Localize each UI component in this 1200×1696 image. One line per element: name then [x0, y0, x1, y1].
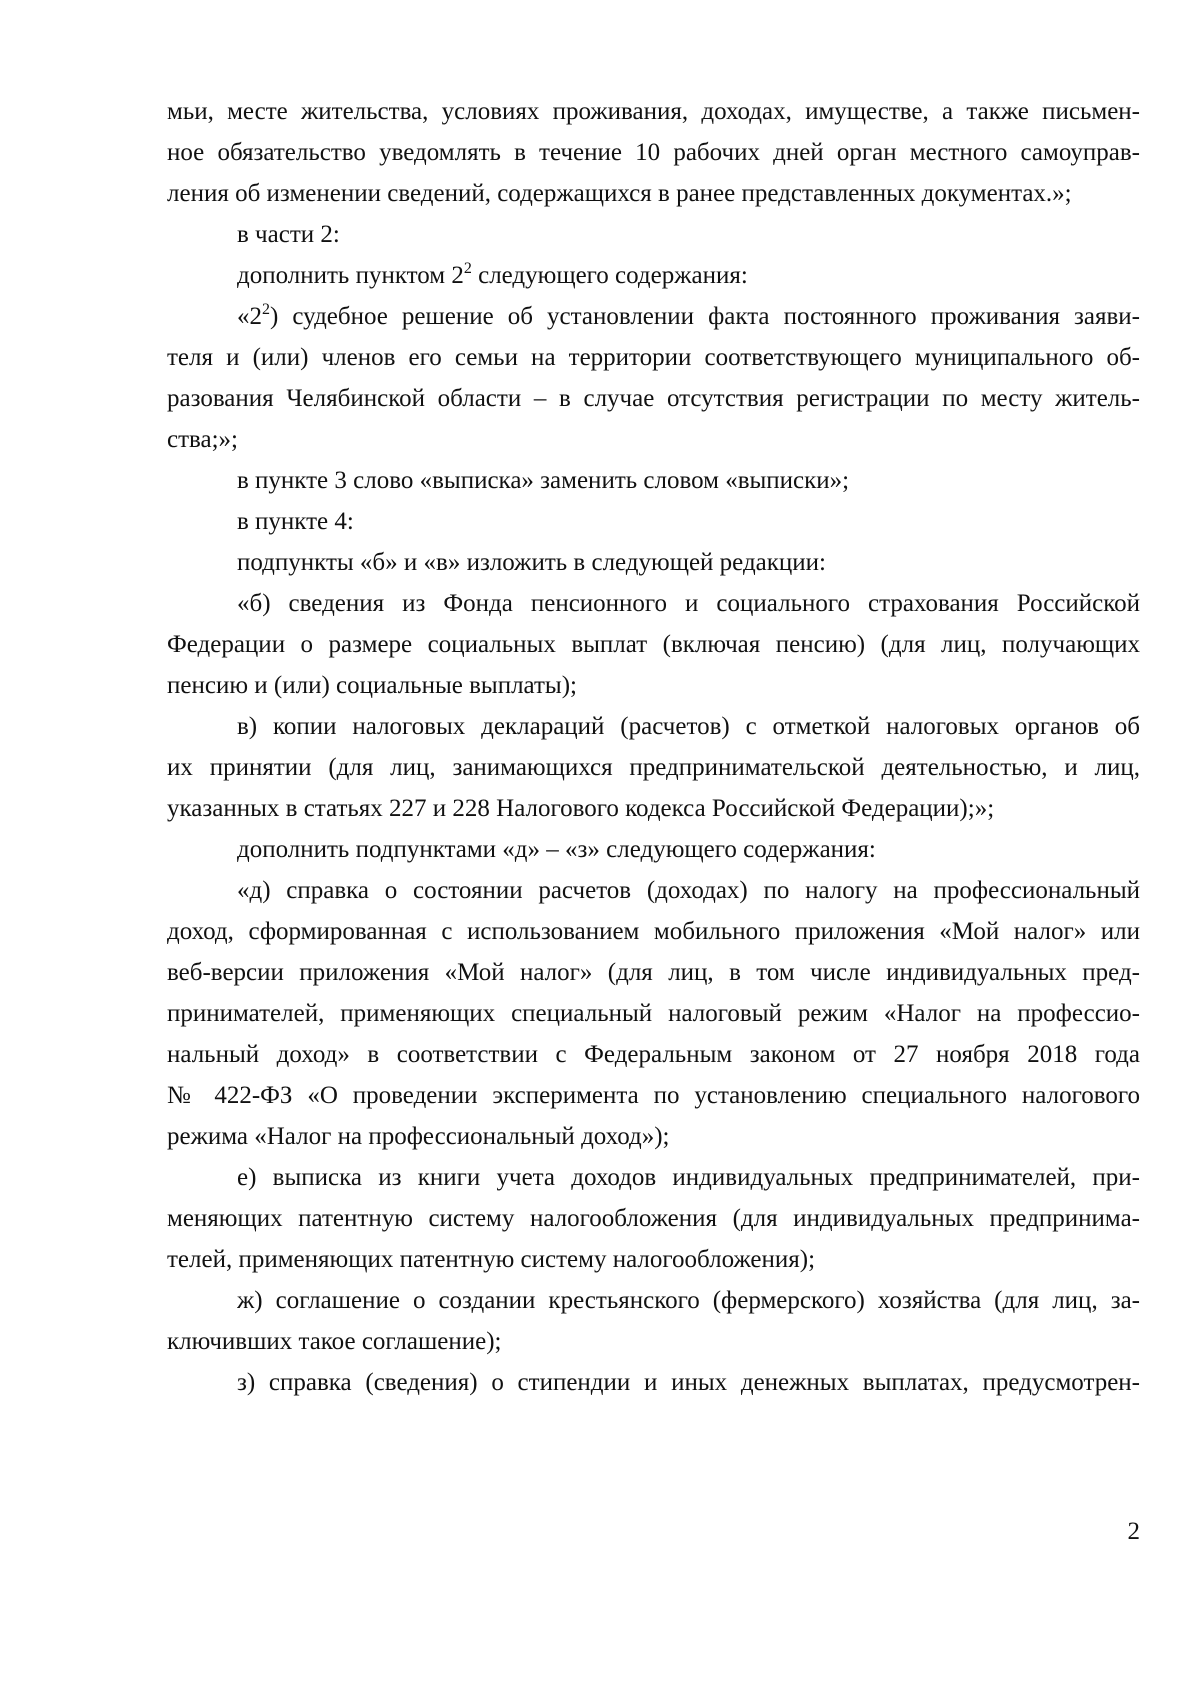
- page-number: 2: [1127, 1518, 1140, 1545]
- text-line: [237, 297, 1140, 337]
- text-line: веб-версии приложения «Мой налог» (для лиц, в том числе индивидуальных пред-: [167, 959, 1140, 986]
- text-line: доход, сформированная с использованием мобильного приложения «Мой налог» или: [167, 918, 1140, 945]
- text-fragment: «2: [237, 303, 262, 330]
- text-fragment: ) судебное решение об установлении факта постоянного проживания заяви-: [270, 303, 1140, 330]
- text-line: ное обязательство уведомлять в течение 10 рабочих дней орган местного самоуправ-: [167, 139, 1140, 166]
- text-line: е) выписка из книги учета доходов индивидуальных предпринимателей, при-: [237, 1164, 1140, 1191]
- superscript: 2: [262, 301, 270, 318]
- text-line: в пункте 4:: [237, 508, 354, 535]
- text-line: принимателей, применяющих специальный налоговый режим «Налог на профессио-: [167, 1000, 1140, 1027]
- text-line: в) копии налоговых деклараций (расчетов) с отметкой налоговых органов об: [237, 713, 1140, 740]
- text-line: ж) соглашение о создании крестьянского (фермерского) хозяйства (для лиц, за-: [237, 1287, 1140, 1314]
- text-line: в пункте 3 слово «выписка» заменить словом «выписки»;: [237, 467, 850, 494]
- text-line: указанных в статьях 227 и 228 Налогового кодекса Российской Федерации);»;: [167, 795, 995, 822]
- text-line: телей, применяющих патентную систему налогообложения);: [167, 1246, 816, 1273]
- superscript: 2: [463, 260, 472, 277]
- text-line: меняющих патентную систему налогообложения (для индивидуальных предпринима-: [167, 1205, 1140, 1232]
- text-line: «б) сведения из Фонда пенсионного и социального страхования Российской: [237, 590, 1140, 617]
- text-line: теля и (или) членов его семьи на территории соответствующего муниципального об-: [167, 344, 1140, 371]
- text-line: дополнить подпунктами «д» – «з» следующего содержания:: [237, 836, 876, 863]
- text-line: ления об изменении сведений, содержащихся в ранее представленных документах.»;: [167, 180, 1072, 207]
- text-line: з) справка (сведения) о стипендии и иных денежных выплатах, предусмотрен-: [237, 1369, 1140, 1396]
- text-line: подпункты «б» и «в» изложить в следующей редакции:: [237, 549, 826, 576]
- text-line: их принятии (для лиц, занимающихся предпринимательской деятельностью, и лиц,: [167, 754, 1140, 781]
- text-line: режима «Налог на профессиональный доход»);: [167, 1123, 670, 1150]
- text-line: № 422-ФЗ «О проведении эксперимента по установлению специального налогового: [167, 1082, 1140, 1109]
- text-fragment: дополнить пунктом 2: [237, 262, 464, 289]
- text-line: ключивших такое соглашение);: [167, 1328, 502, 1355]
- text-line: Федерации о размере социальных выплат (включая пенсию) (для лиц, получающих: [167, 631, 1140, 658]
- text-line: ства;»;: [167, 426, 238, 453]
- text-line: нальный доход» в соответствии с Федеральным законом от 27 ноября 2018 года: [167, 1041, 1140, 1068]
- text-line: в части 2:: [237, 221, 340, 248]
- text-line: пенсию и (или) социальные выплаты);: [167, 672, 577, 699]
- text-line: разования Челябинской области – в случае отсутствия регистрации по месту житель-: [167, 385, 1140, 412]
- text-line: мьи, месте жительства, условиях проживания, доходах, имуществе, а также письмен-: [167, 98, 1140, 125]
- text-line: «д) справка о состоянии расчетов (доходах) по налогу на профессиональный: [237, 877, 1140, 904]
- text-line: [237, 256, 1140, 296]
- text-fragment: следующего содержания:: [471, 262, 748, 289]
